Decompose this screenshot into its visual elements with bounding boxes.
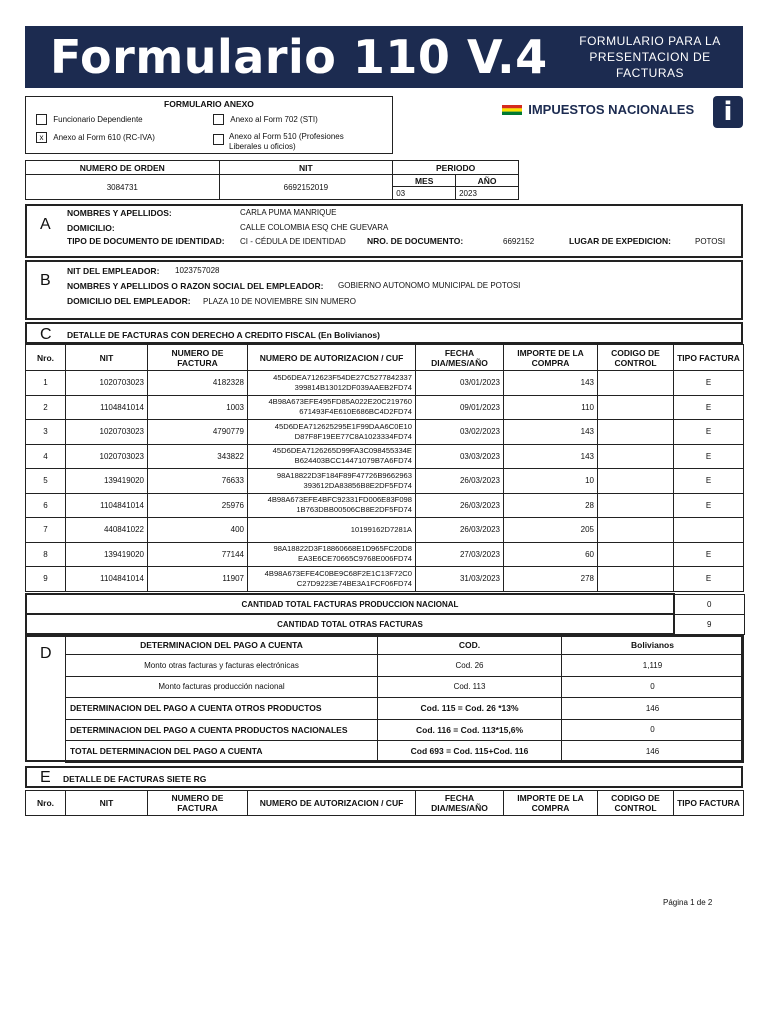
det-value: 1,119 (562, 655, 744, 677)
det-label: DETERMINACION DEL PAGO A CUENTA PRODUCTOS NACIONALES (66, 719, 378, 741)
lugar-label: LUGAR DE EXPEDICION: (569, 236, 672, 246)
cell-importe: 60 (504, 542, 598, 567)
determinacion-row (66, 698, 744, 720)
cell-nit: 1104841014 (66, 493, 148, 518)
nro-doc-label: NRO. DE DOCUMENTO: (367, 236, 464, 246)
anio-label: AÑO (456, 175, 519, 187)
empleador-nit-value: 1023757028 (175, 266, 220, 275)
cell-codigo (598, 567, 674, 592)
cell-tipo: E (674, 469, 744, 494)
table-row (26, 371, 744, 396)
cell-fecha: 09/01/2023 (416, 395, 504, 420)
section-a (25, 204, 743, 258)
anexo-title: FORMULARIO ANEXO (164, 99, 254, 109)
cell-nit: 1020703023 (66, 371, 148, 396)
col-tipo-factura: TIPO FACTURA (674, 345, 744, 371)
cell-codigo (598, 469, 674, 494)
col-numero-factura: NUMERO DE FACTURA (148, 791, 248, 816)
anexo-option-610[interactable]: x Anexo al Form 610 (RC-IVA) (36, 132, 155, 143)
cell-fecha: 26/03/2023 (416, 493, 504, 518)
col-fecha: FECHA DIA/MES/AÑO (416, 345, 504, 371)
cell-codigo (598, 493, 674, 518)
checkbox[interactable] (213, 134, 224, 145)
cell-nro: 5 (26, 469, 66, 494)
det-head-bolivianos: Bolivianos (562, 636, 744, 655)
total-otras-label: CANTIDAD TOTAL OTRAS FACTURAS (26, 614, 674, 634)
col-codigo-control: CODIGO DE CONTROL (598, 345, 674, 371)
section-c-header (25, 322, 743, 344)
det-cod: Cod. 113 (378, 676, 562, 698)
cell-codigo (598, 395, 674, 420)
section-b-letter: B (40, 272, 51, 289)
totales-table (25, 593, 745, 635)
anexo-box (25, 96, 393, 154)
determinacion-row (66, 655, 744, 677)
total-otras-value: 9 (674, 614, 744, 634)
cell-nit: 1104841014 (66, 395, 148, 420)
nro-doc-value: 6692152 (503, 237, 535, 246)
cell-autorizacion: 45D6DEA712623F54DE27C5277842337 399814B13012DF039AAEB2FD74 (248, 371, 416, 396)
cell-nro: 3 (26, 420, 66, 445)
cell-tipo (674, 518, 744, 543)
cell-autorizacion: 45D6DEA712625295E1F99DAA6C0E10 D87F8F19EE77C8A1023334FD74 (248, 420, 416, 445)
razon-social-label: NOMBRES Y APELLIDOS O RAZON SOCIAL DEL EMPLEADOR: (67, 281, 324, 291)
det-cod: Cod. 115 = Cod. 26 *13% (378, 698, 562, 720)
cell-nit: 1020703023 (66, 420, 148, 445)
cell-nit: 1020703023 (66, 444, 148, 469)
determinacion-row (66, 676, 744, 698)
cell-tipo: E (674, 444, 744, 469)
col-autorizacion: NUMERO DE AUTORIZACION / CUF (248, 345, 416, 371)
det-cod: Cod. 26 (378, 655, 562, 677)
empleador-domicilio-value: PLAZA 10 DE NOVIEMBRE SIN NUMERO (203, 297, 356, 306)
total-nacional-value: 0 (674, 594, 744, 614)
det-label: DETERMINACION DEL PAGO A CUENTA OTROS PRODUCTOS (66, 698, 378, 720)
table-row (26, 420, 744, 445)
anexo-option-702[interactable]: Anexo al Form 702 (STI) (213, 114, 318, 125)
cell-factura: 4182328 (148, 371, 248, 396)
cell-nit: 139419020 (66, 542, 148, 567)
col-tipo-factura: TIPO FACTURA (674, 791, 744, 816)
det-label: TOTAL DETERMINACION DEL PAGO A CUENTA (66, 741, 378, 763)
cell-tipo: E (674, 395, 744, 420)
section-d-letter: D (40, 645, 52, 662)
cell-nro: 6 (26, 493, 66, 518)
section-e-letter: E (40, 769, 51, 786)
det-head-cod: COD. (378, 636, 562, 655)
cell-factura: 4790779 (148, 420, 248, 445)
cell-codigo (598, 444, 674, 469)
page-number: Página 1 de 2 (663, 898, 713, 907)
cell-factura: 1003 (148, 395, 248, 420)
cell-nit: 139419020 (66, 469, 148, 494)
cell-tipo: E (674, 567, 744, 592)
checkbox[interactable] (213, 114, 224, 125)
determinacion-table (65, 635, 744, 763)
cell-tipo: E (674, 371, 744, 396)
determinacion-row (66, 741, 744, 763)
table-row (26, 567, 744, 592)
bolivia-flag-icon (502, 105, 522, 115)
cell-fecha: 03/02/2023 (416, 420, 504, 445)
cell-factura: 77144 (148, 542, 248, 567)
section-c-letter: C (40, 326, 52, 343)
cell-autorizacion: 10199162D7281A (248, 518, 416, 543)
cell-nro: 1 (26, 371, 66, 396)
table-row (26, 493, 744, 518)
nombres-value: CARLA PUMA MANRIQUE (240, 208, 337, 217)
cell-fecha: 26/03/2023 (416, 518, 504, 543)
det-label: Monto otras facturas y facturas electrónicas (66, 655, 378, 677)
cell-fecha: 03/03/2023 (416, 444, 504, 469)
cell-fecha: 27/03/2023 (416, 542, 504, 567)
cell-autorizacion: 98A18822D3F18860668E1D965FC20D8 EA3E6CE70665C9768E006FD74 (248, 542, 416, 567)
cell-fecha: 31/03/2023 (416, 567, 504, 592)
anexo-option-dependiente[interactable]: Funcionario Dependiente (36, 114, 143, 125)
cell-fecha: 03/01/2023 (416, 371, 504, 396)
table-row (26, 542, 744, 567)
cell-importe: 278 (504, 567, 598, 592)
empleador-nit-label: NIT DEL EMPLEADOR: (67, 266, 160, 276)
nit-label: NIT (219, 161, 393, 175)
cell-nro: 4 (26, 444, 66, 469)
col-nro: Nro. (26, 791, 66, 816)
cell-autorizacion: 45D6DEA7126265D99FA3C098455334E B624403BCC14471079B7A6FD74 (248, 444, 416, 469)
col-codigo-control: CODIGO DE CONTROL (598, 791, 674, 816)
cell-importe: 28 (504, 493, 598, 518)
impuestos-logo (502, 102, 694, 122)
logo-text: IMPUESTOS NACIONALES (528, 102, 695, 117)
col-nro: Nro. (26, 345, 66, 371)
col-numero-factura: NUMERO DE FACTURA (148, 345, 248, 371)
nombres-label: NOMBRES Y APELLIDOS: (67, 208, 172, 218)
det-head-label: DETERMINACION DEL PAGO A CUENTA (66, 636, 378, 655)
cell-autorizacion: 4B98A673EFE4BFC92331FD006E83F098 1B763DBB00506CB8E2DF5FD74 (248, 493, 416, 518)
mes-value: 03 (393, 187, 456, 200)
cell-tipo: E (674, 420, 744, 445)
cell-autorizacion: 4B98A673EFE4C0BE9C68F2E1C13F72C0 C27D9223E74BE3A1FCF06FD74 (248, 567, 416, 592)
cell-fecha: 26/03/2023 (416, 469, 504, 494)
cell-tipo: E (674, 542, 744, 567)
cell-nro: 2 (26, 395, 66, 420)
cell-nit: 1104841014 (66, 567, 148, 592)
anio-value: 2023 (456, 187, 519, 200)
section-e-header (25, 766, 743, 788)
anexo-option-510[interactable]: Anexo al Form 510 (Profesiones Liberales u oficios) (213, 132, 388, 152)
det-value: 0 (562, 719, 744, 741)
cell-importe: 143 (504, 420, 598, 445)
facturas-table (25, 344, 744, 592)
table-row (26, 518, 744, 543)
numero-orden-label: NUMERO DE ORDEN (26, 161, 220, 175)
empleador-domicilio-label: DOMICILIO DEL EMPLEADOR: (67, 296, 191, 306)
tipo-doc-label: TIPO DE DOCUMENTO DE IDENTIDAD: (67, 236, 225, 246)
col-importe: IMPORTE DE LA COMPRA (504, 791, 598, 816)
determinacion-row (66, 719, 744, 741)
det-cod: Cod. 116 = Cod. 113*15,6% (378, 719, 562, 741)
cell-nro: 7 (26, 518, 66, 543)
det-value: 0 (562, 676, 744, 698)
section-b (25, 260, 743, 320)
table-row (26, 469, 744, 494)
col-autorizacion: NUMERO DE AUTORIZACION / CUF (248, 791, 416, 816)
section-a-letter: A (40, 216, 51, 233)
col-nit: NIT (66, 791, 148, 816)
form-title: Formulario 110 V.4 (50, 30, 548, 84)
nit-value: 6692152019 (219, 175, 393, 200)
col-fecha: FECHA DIA/MES/AÑO (416, 791, 504, 816)
cell-factura: 76633 (148, 469, 248, 494)
det-value: 146 (562, 698, 744, 720)
cell-autorizacion: 4B98A673EFE495FD85A022E20C219760 671493F4E610E686BC4D2FD74 (248, 395, 416, 420)
total-nacional-label: CANTIDAD TOTAL FACTURAS PRODUCCION NACIONAL (26, 594, 674, 614)
lugar-value: POTOSI (695, 237, 726, 246)
domicilio-label: DOMICILIO: (67, 223, 115, 233)
det-label: Monto facturas producción nacional (66, 676, 378, 698)
cell-importe: 205 (504, 518, 598, 543)
col-importe: IMPORTE DE LA COMPRA (504, 345, 598, 371)
col-nit: NIT (66, 345, 148, 371)
section-c-title: DETALLE DE FACTURAS CON DERECHO A CREDITO FISCAL (En Bolivianos) (67, 330, 380, 340)
cell-nro: 8 (26, 542, 66, 567)
numero-orden-value: 3084731 (26, 175, 220, 200)
razon-social-value: GOBIERNO AUTONOMO MUNICIPAL DE POTOSI (338, 281, 521, 290)
cell-codigo (598, 420, 674, 445)
cell-tipo: E (674, 493, 744, 518)
siete-rg-table (25, 790, 744, 816)
cell-codigo (598, 518, 674, 543)
form-subtitle: FORMULARIO PARA LA PRESENTACION DE FACTURAS (579, 34, 721, 80)
cell-importe: 110 (504, 395, 598, 420)
cell-factura: 343822 (148, 444, 248, 469)
section-e-title: DETALLE DE FACTURAS SIETE RG (63, 774, 207, 784)
cell-codigo (598, 371, 674, 396)
cell-factura: 25976 (148, 493, 248, 518)
tipo-doc-value: CI - CÉDULA DE IDENTIDAD (240, 237, 346, 246)
cell-codigo (598, 542, 674, 567)
cell-factura: 400 (148, 518, 248, 543)
mes-label: MES (393, 175, 456, 187)
checkbox[interactable] (36, 114, 47, 125)
cell-importe: 10 (504, 469, 598, 494)
cell-autorizacion: 98A18822D3F184F89F47726B9662963 393612DA83856B8E2DF5FD74 (248, 469, 416, 494)
cell-nit: 440841022 (66, 518, 148, 543)
periodo-label: PERIODO (393, 161, 519, 175)
table-row (26, 395, 744, 420)
domicilio-value: CALLE COLOMBIA ESQ CHE GUEVARA (240, 223, 389, 232)
orden-table (25, 160, 519, 200)
cell-importe: 143 (504, 444, 598, 469)
cell-importe: 143 (504, 371, 598, 396)
det-value: 146 (562, 741, 744, 763)
cell-nro: 9 (26, 567, 66, 592)
checkbox[interactable]: x (36, 132, 47, 143)
cell-factura: 11907 (148, 567, 248, 592)
logo-i-icon: i (713, 96, 743, 128)
det-cod: Cod 693 = Cod. 115+Cod. 116 (378, 741, 562, 763)
table-row (26, 444, 744, 469)
